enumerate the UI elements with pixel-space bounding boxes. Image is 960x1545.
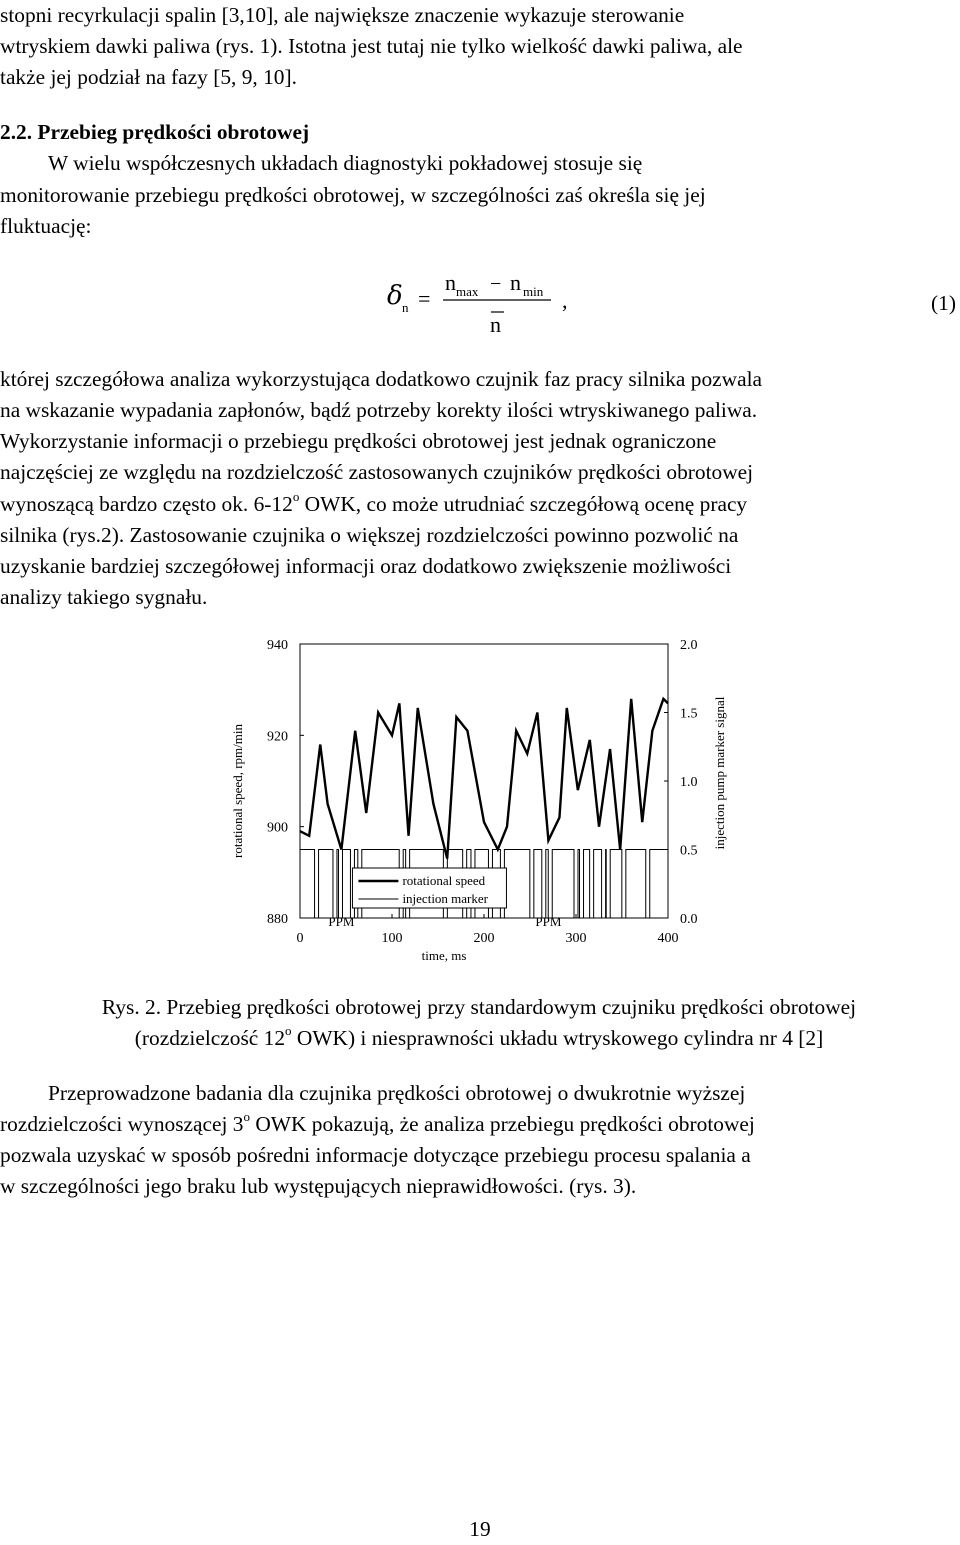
eq-delta-sub: n	[402, 300, 409, 315]
para3-line-4: w szczególności jego braku lub występujących nieprawidłowości. (rys. 3).	[0, 1174, 637, 1198]
section-line-1	[0, 148, 958, 179]
equation-graphic	[0, 268, 960, 348]
section-line-1-text: W wielu współczesnych układach diagnostyki pokładowej stosuje się	[48, 151, 643, 175]
para2-line-8: analizy takiego sygnału.	[0, 585, 208, 609]
x-tick-label: 100	[381, 931, 403, 946]
legend-label-rotational-speed: rotational speed	[402, 873, 486, 888]
eq-n-max-sub: max	[456, 284, 479, 299]
para3-line-2	[0, 1109, 958, 1140]
caption-line-2	[0, 1023, 958, 1054]
para2-line-7: uzyskanie bardziej szczegółowej informacji oraz dodatkowo zwiększenie możliwości	[0, 554, 732, 578]
eq-comma: ,	[562, 288, 568, 313]
para2-line-5-a: wynoszącą bardzo często ok. 6-12	[0, 492, 293, 516]
annotation-ppm: PPM	[328, 914, 355, 929]
para2-line-5-sup: o	[292, 488, 300, 504]
para2-line-4: najczęściej ze względu na rozdzielczość zastosowanych czujników prędkości obrotowej	[0, 460, 754, 484]
eq-n-mean: n	[490, 312, 501, 337]
eq-minus: −	[490, 273, 502, 295]
x-tick-label: 0	[296, 931, 304, 946]
y-tick-label: 940	[267, 638, 288, 653]
caption-line-2-b: OWK) i niesprawności układu wtryskowego cylindra nr 4 [2]	[291, 1026, 824, 1050]
caption-line-1: Rys. 2. Przebieg prędkości obrotowej przy standardowym czujniku prędkości obrotowej	[101, 995, 857, 1019]
section-line-2: monitorowanie przebiegu prędkości obrotowej, w szczególności zaś określa się jej	[0, 183, 706, 207]
eq-equals: =	[418, 286, 431, 311]
figure-2-chart	[210, 622, 750, 978]
y-tick-label: 880	[267, 912, 288, 927]
eq-n-max: n	[445, 270, 456, 295]
para3-line-1	[0, 1078, 958, 1109]
para3-line-2-b: OWK pokazują, że analiza przebiegu prędkości obrotowej	[250, 1112, 755, 1136]
legend-label-injection-marker: injection marker	[402, 891, 489, 906]
para2-line-6: silnika (rys.2). Zastosowanie czujnika o większej rozdzielczości powinno pozwolić na	[0, 523, 739, 547]
equation-number: (1)	[931, 291, 956, 315]
x-axis-label: time, ms	[421, 948, 467, 963]
para3-line-1-text: Przeprowadzone badania dla czujnika prędkości obrotowej o dwukrotnie wyższej	[48, 1081, 746, 1105]
y2-tick-label: 0.0	[680, 912, 698, 927]
para2-line-5	[0, 489, 958, 520]
chart-svg	[210, 622, 750, 978]
y2-tick-label: 1.5	[680, 706, 698, 722]
x-tick-label: 400	[657, 931, 679, 946]
eq-n-min-sub: min	[523, 284, 544, 299]
section-heading: 2.2. Przebieg prędkości obrotowej	[0, 120, 310, 144]
para3-line-2-sup: o	[243, 1108, 250, 1124]
y2-tick-label: 1.0	[680, 775, 698, 790]
series-rotational-speed	[300, 699, 668, 859]
y2-tick-label: 0.5	[680, 843, 698, 859]
section-line-3: fluktuację:	[0, 214, 92, 238]
y-axis-label: rotational speed, rpm/min	[230, 724, 245, 858]
y2-tick-label: 2.0	[680, 638, 698, 653]
intro-line-1: stopni recyrkulacji spalin [3,10], ale największe znaczenie wykazuje sterowanie	[0, 3, 685, 27]
x-tick-label: 200	[473, 931, 495, 946]
annotation-ppm: PPM	[535, 914, 562, 929]
para2-line-2: na wskazanie wypadania zapłonów, bądź potrzeby korekty ilości wtryskiwanego paliwa.	[0, 398, 758, 422]
equation	[0, 268, 960, 348]
caption-line-2-a: (rozdzielczość 12	[134, 1026, 286, 1050]
para2-line-3: Wykorzystanie informacji o przebiegu prędkości obrotowej jest jednak ograniczone	[0, 429, 717, 453]
y2-axis-label: injection pump marker signal	[712, 696, 727, 850]
intro-line-2: wtryskiem dawki paliwa (rys. 1). Istotna jest tutaj nie tylko wielkość dawki paliwa, ale	[0, 34, 743, 58]
para2-line-1: której szczegółowa analiza wykorzystująca dodatkowo czujnik faz pracy silnika pozwala	[0, 367, 763, 391]
x-tick-label: 300	[565, 931, 587, 946]
eq-delta: δ	[387, 281, 403, 311]
caption-line-2-sup: o	[285, 1022, 292, 1038]
y-tick-label: 920	[267, 729, 288, 745]
para3-line-3: pozwala uzyskać w sposób pośredni informacje dotyczące przebiegu procesu spalania a	[0, 1143, 751, 1167]
para2-line-5-b: OWK, co może utrudniać szczegółową ocenę pracy	[299, 492, 748, 516]
eq-n-min: n	[510, 270, 521, 295]
intro-line-3: także jej podział na fazy [5, 9, 10].	[0, 65, 297, 89]
y-tick-label: 900	[267, 820, 288, 836]
page-number: 19	[469, 1517, 491, 1541]
para3-line-2-a: rozdzielczości wynoszącej 3	[0, 1112, 244, 1136]
